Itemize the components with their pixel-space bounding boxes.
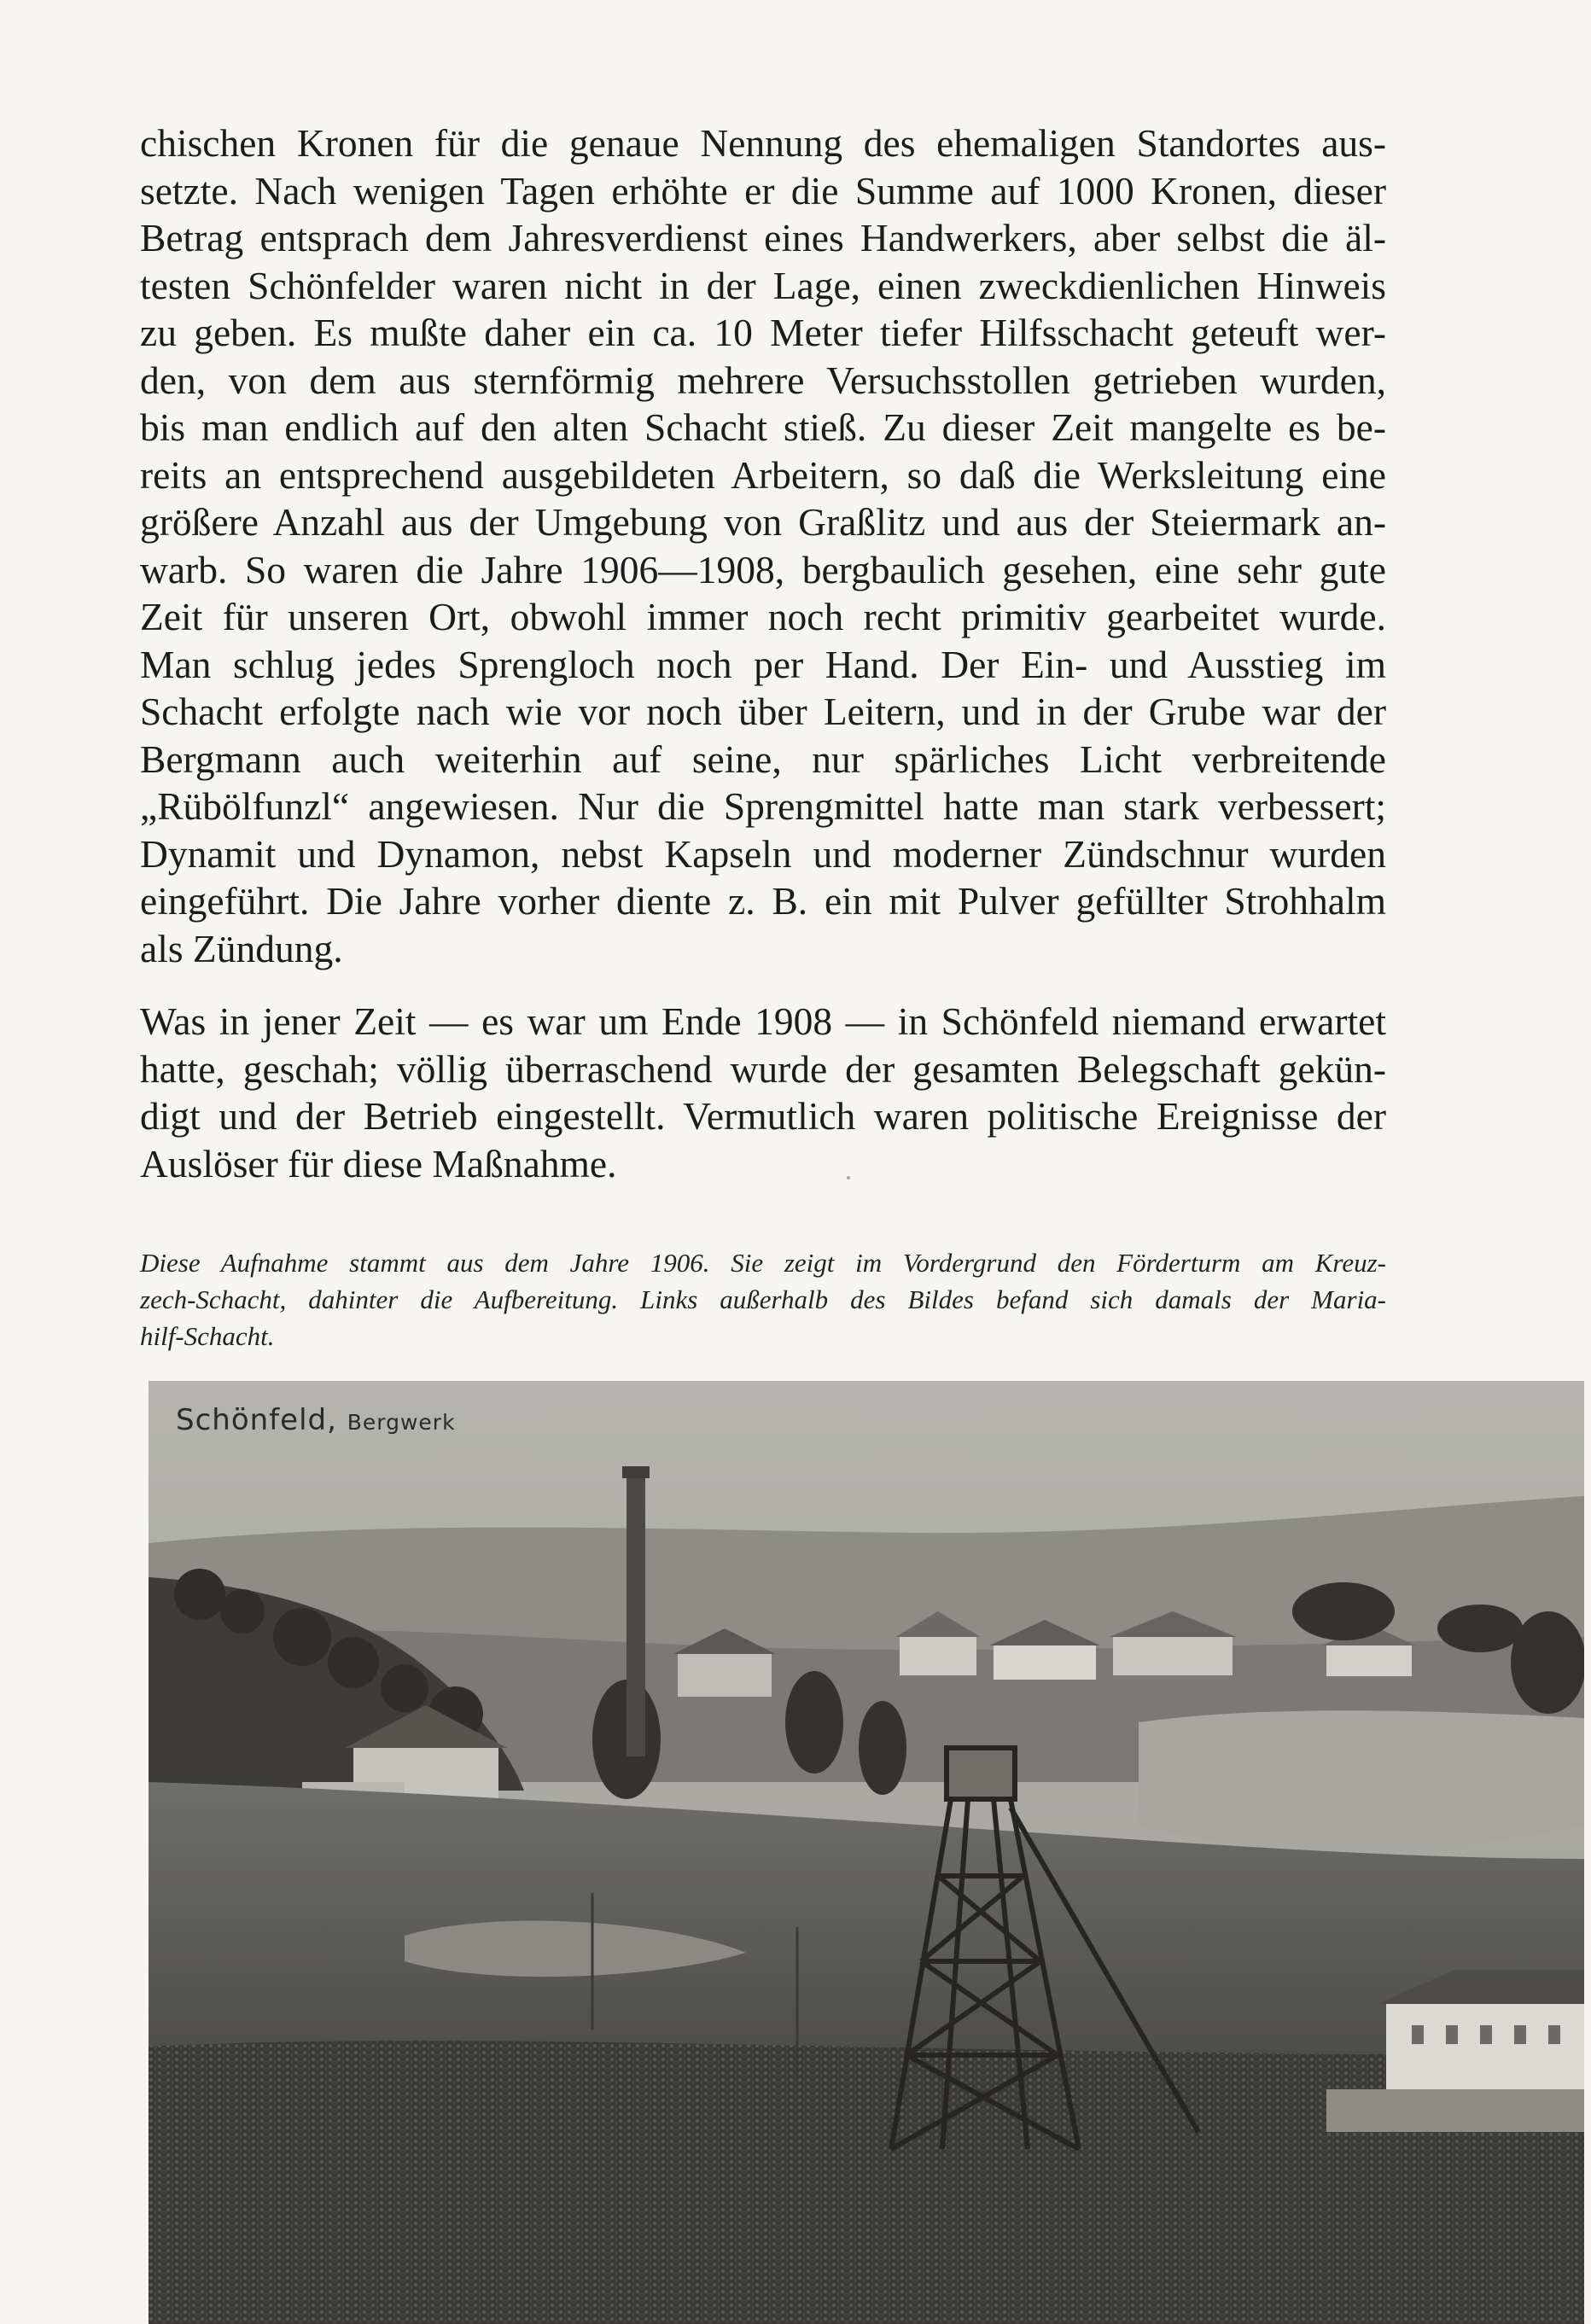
pond <box>1139 1710 1584 1850</box>
text-line: „Rübölfunzl“ angewiesen. Nur die Sprengmittel hatte man stark verbessert; <box>140 784 1386 828</box>
chimney <box>626 1475 645 1756</box>
text-line: reits an entsprechend ausgebildeten Arbeitern, so daß die Werksleitung eine <box>140 452 1386 497</box>
text-line: hatte, geschah; völlig überraschend wurde der gesamten Belegschaft gekün- <box>140 1046 1386 1091</box>
mine-landscape-illustration <box>149 1381 1584 2324</box>
photo-label-main: Schönfeld, <box>176 1403 337 1437</box>
text-line: als Zündung. <box>140 926 343 970</box>
text-line: Bergmann auch weiterhin auf seine, nur spärliches Licht verbreitende <box>140 737 1386 781</box>
text-line: Was in jener Zeit — es war um Ende 1908 — in Schönfeld niemand erwartet <box>140 999 1386 1043</box>
paragraph-2 <box>140 998 1386 1187</box>
paper-speck <box>847 1176 850 1179</box>
text-line: Zeit für unseren Ort, obwohl immer noch recht primitiv gearbeitet wurde. <box>140 595 1386 638</box>
text-line: zu geben. Es mußte daher ein ca. 10 Meter tiefer Hilfsschacht geteuft wer- <box>140 311 1386 354</box>
photo-caption <box>140 1244 1386 1354</box>
text-line: Betrag entsprach dem Jahresverdienst eines Handwerkers, aber selbst die äl- <box>140 216 1386 259</box>
text-line: Dynamit und Dynamon, nebst Kapseln und moderner Zündschnur wurden <box>140 831 1386 876</box>
caption-line: zech-Schacht, dahinter die Aufbereitung. Links außerhalb des Bildes befand sich damals der Maria- <box>140 1284 1386 1314</box>
text-line: Schacht erfolgte nach wie vor noch über Leitern, und in der Grube war der <box>140 690 1386 733</box>
text-line: chischen Kronen für die genaue Nennung des ehemaligen Standortes aus- <box>140 121 1386 165</box>
photo-label <box>176 1403 456 1437</box>
caption-line: Diese Aufnahme stammt aus dem Jahre 1906. Sie zeigt im Vordergrund den Förderturm am Kreuz- <box>140 1248 1386 1278</box>
text-line: den, von dem aus sternförmig mehrere Versuchsstollen getrieben wurden, <box>140 358 1386 402</box>
text-line: eingeführt. Die Jahre vorher diente z. B. ein mit Pulver gefüllter Strohhalm <box>140 879 1386 923</box>
caption-line: hilf-Schacht. <box>140 1321 275 1351</box>
crop-field <box>149 2041 1584 2324</box>
text-line: größere Anzahl aus der Umgebung von Graßlitz und aus der Steiermark an- <box>140 500 1386 544</box>
historic-photo <box>149 1381 1584 2324</box>
text-line: Auslöser für diese Maßnahme. <box>140 1141 617 1185</box>
paragraph-1 <box>140 119 1386 972</box>
body-text <box>140 119 1386 1213</box>
text-line: digt und der Betrieb eingestellt. Vermutlich waren politische Ereignisse der <box>140 1094 1386 1138</box>
photo-label-sub: Bergwerk <box>347 1410 456 1435</box>
text-line: setzte. Nach wenigen Tagen erhöhte er die Summe auf 1000 Kronen, dieser <box>140 168 1386 213</box>
text-line: warb. So waren die Jahre 1906—1908, bergbaulich gesehen, eine sehr gute <box>140 547 1386 591</box>
text-line: testen Schönfelder waren nicht in der Lage, einen zweckdienlichen Hinweis <box>140 263 1386 307</box>
text-line: Man schlug jedes Sprengloch noch per Hand. Der Ein- und Ausstieg im <box>140 642 1386 686</box>
text-line: bis man endlich auf den alten Schacht stieß. Zu dieser Zeit mangelte es be- <box>140 405 1386 449</box>
